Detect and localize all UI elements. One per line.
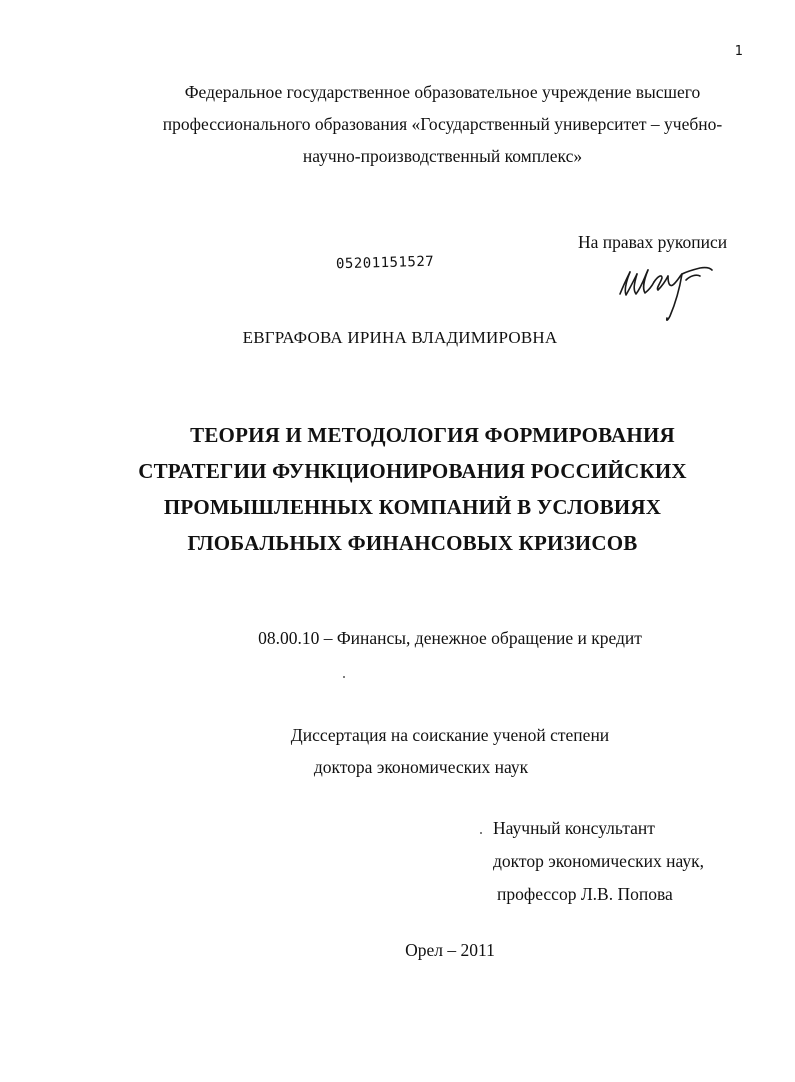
institution-line-2: профессионального образования «Государственный университет – учебно- — [162, 114, 723, 134]
dissertation-title — [100, 417, 725, 561]
title-line-2: СТРАТЕГИИ ФУНКЦИОНИРОВАНИЯ РОССИЙСКИХ — [138, 459, 687, 483]
degree-line-1: Диссертация на соискание ученой степени — [290, 725, 610, 745]
specialty-code: 08.00.10 – Финансы, денежное обращение и кредит — [258, 628, 642, 648]
consultant-line-3: профессор Л.В. Попова — [497, 884, 673, 904]
author-name: ЕВГРАФОВА ИРИНА ВЛАДИМИРОВНА — [242, 328, 558, 347]
registration-stamp-number: 05201151527 — [335, 253, 435, 273]
stray-mark — [480, 832, 482, 834]
institution-header — [90, 76, 795, 172]
title-line-1: ТЕОРИЯ И МЕТОДОЛОГИЯ ФОРМИРОВАНИЯ — [190, 423, 675, 447]
degree-statement — [90, 719, 795, 783]
title-line-4: ГЛОБАЛЬНЫХ ФИНАНСОВЫХ КРИЗИСОВ — [187, 531, 638, 555]
author-signature — [612, 262, 722, 326]
institution-line-1: Федеральное государственное образовательное учреждение высшего — [184, 82, 701, 102]
manuscript-rights-label: На правах рукописи — [578, 232, 728, 252]
scientific-consultant — [493, 812, 704, 911]
consultant-line-2: доктор экономических наук, — [493, 851, 704, 871]
title-line-3: ПРОМЫШЛЕННЫХ КОМПАНИЙ В УСЛОВИЯХ — [163, 495, 662, 519]
consultant-line-1: Научный консультант — [493, 818, 655, 838]
institution-line-3: научно-производственный комплекс» — [302, 146, 583, 166]
city-year: Орел – 2011 — [405, 940, 495, 960]
stray-mark — [343, 676, 345, 678]
degree-line-2: доктора экономических наук — [313, 757, 529, 777]
page-number: 1 — [734, 44, 743, 59]
